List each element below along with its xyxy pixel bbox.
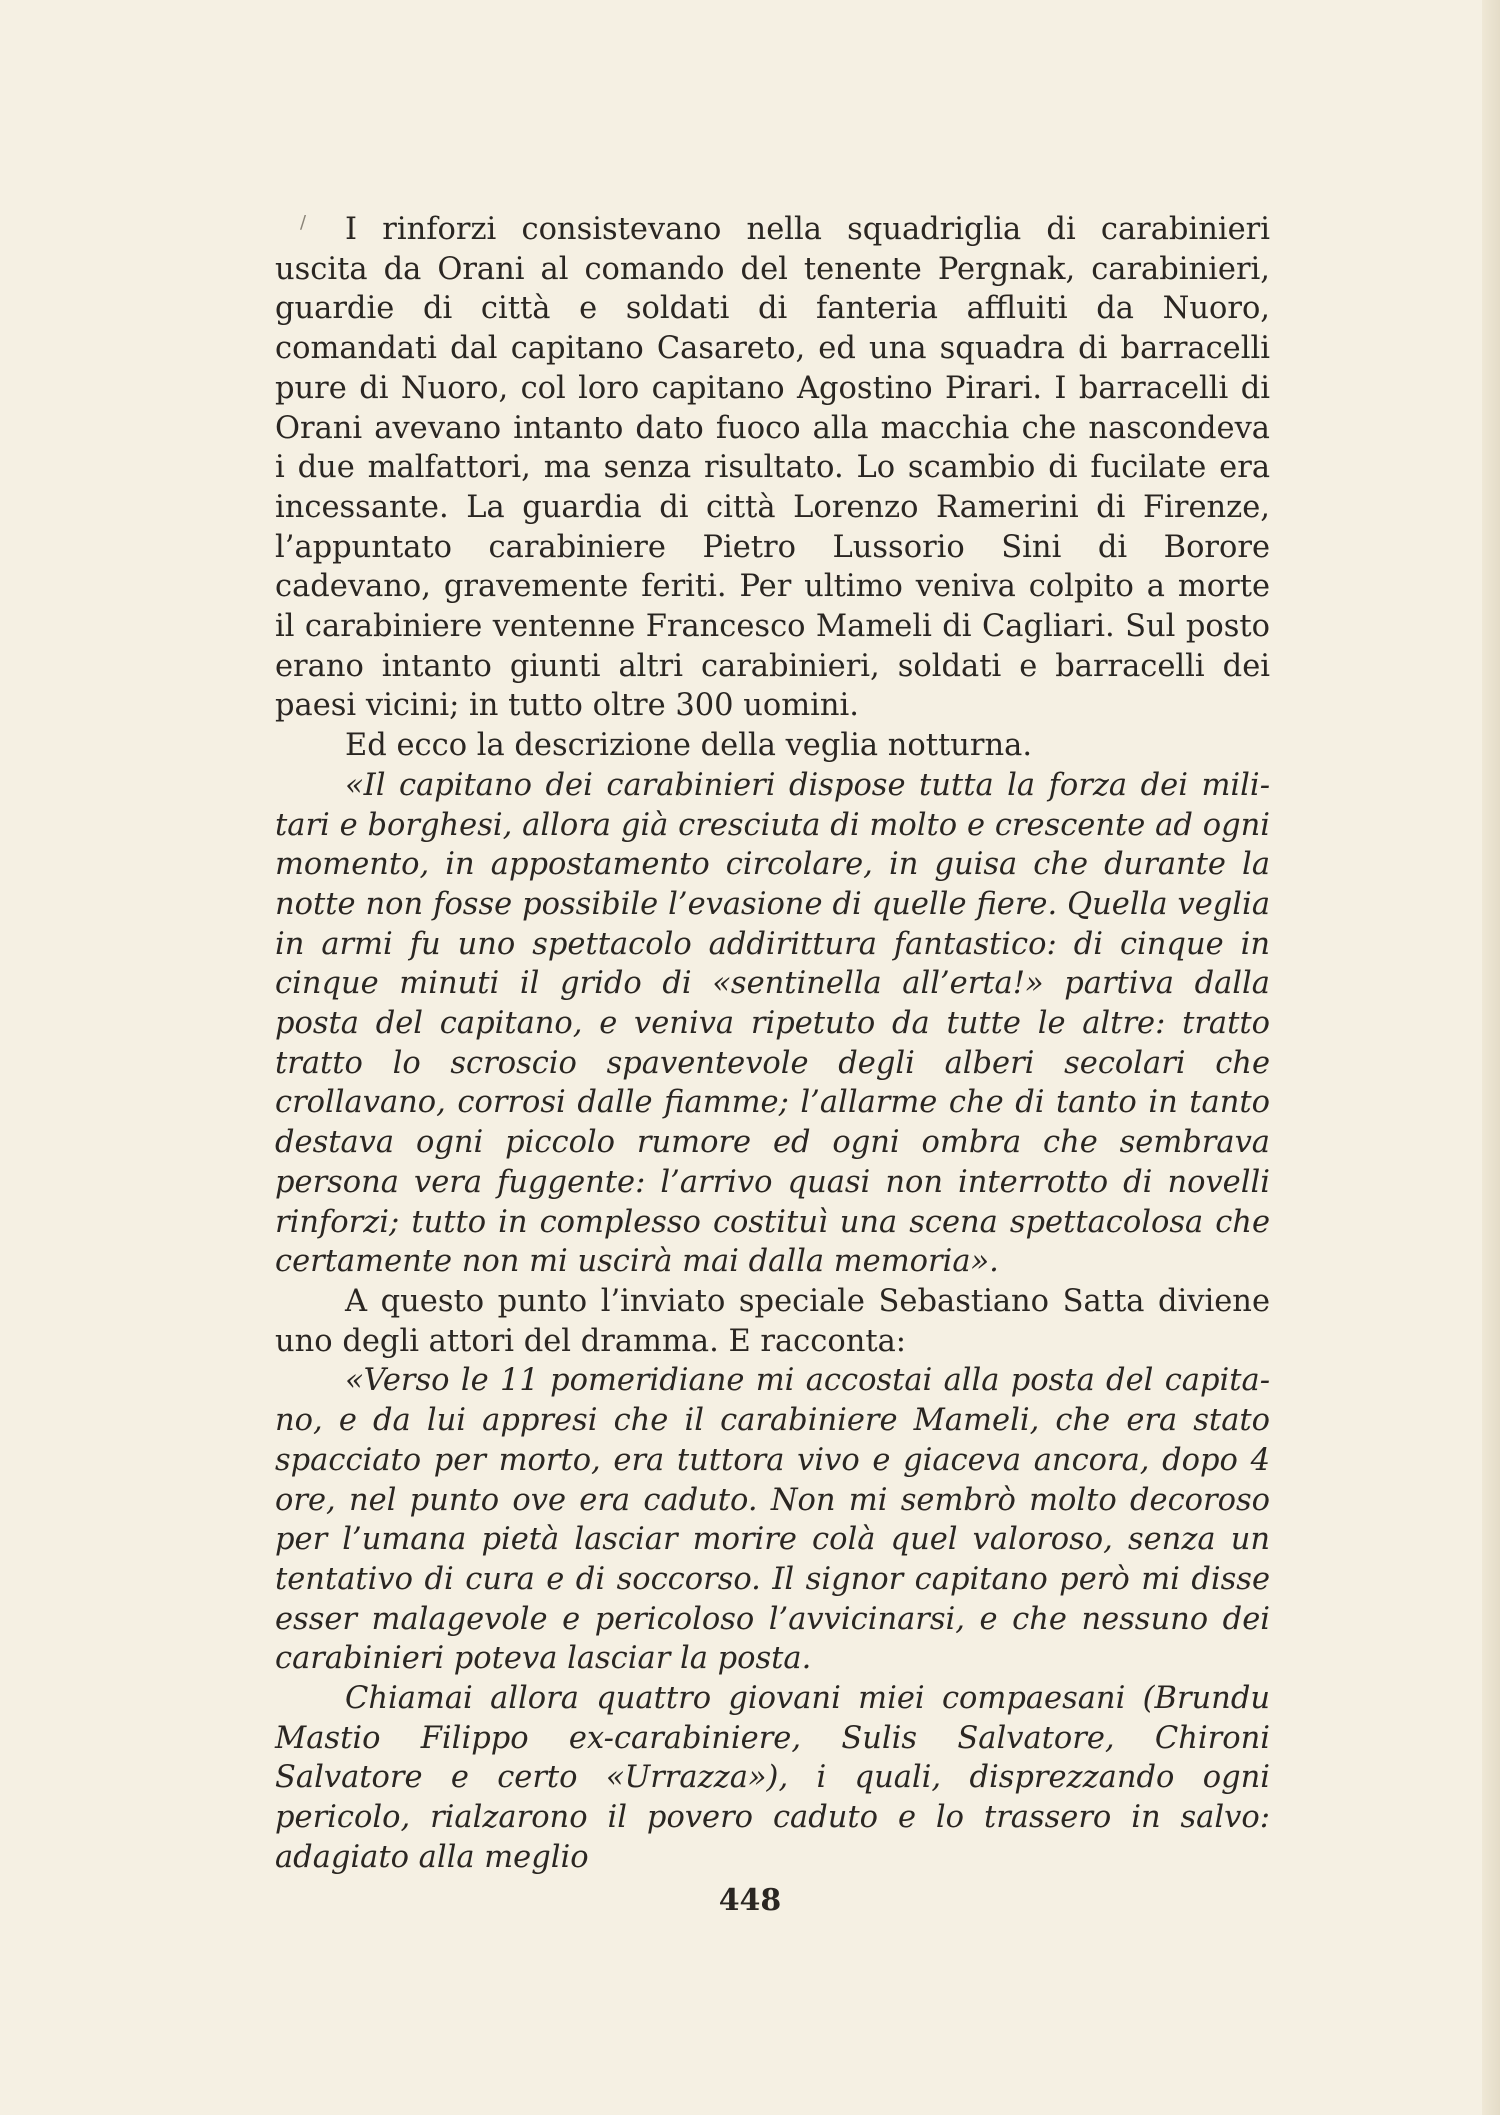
page-number: 448 xyxy=(718,1883,782,1918)
page-edge-shadow xyxy=(1482,0,1500,2115)
margin-pencil-mark: / xyxy=(300,212,307,233)
quote-satta-rescue: Chiamai allora quattro giovani miei compaesani (Brundu Mastio Filippo ex-carabiniere, Sulis Salvatore, Chironi Salvatore e certo «Urrazza»), i quali, disprezzando ogni pericolo, rialzarono il povero caduto e lo trassero in salvo: adagiato alla meglio xyxy=(275,1681,1270,1875)
quote-night-watch: «Il capitano dei carabinieri dispose tutta la forza dei militari e borghesi, allora già cresciuta di molto e crescente ad ogni momento, in appostamento circolare, in guisa che durante la notte non fosse possibile l’evasione di quelle fiere. Quella veglia in armi fu uno spettacolo addirittura fantastico: di cinque in cinque minuti il grido di «sentinella all’erta!» partiva dalla posta del capitano, e veniva ripetuto da tutte le altre: tratto tratto lo scroscio spaventevole degli alberi secolari che crollavano, corrosi dalle fiamme; l’allarme che di tanto in tanto destava ogni piccolo rumore ed ogni ombra che sembrava persona vera fuggente: l’arrivo quasi non interrotto di novelli rinforzi; tutto in complesso costituì una scena spettacolosa che certamente non mi uscirà mai dalla memoria». xyxy=(275,767,1270,1280)
quote-satta-account: «Verso le 11 pomeridiane mi accostai alla posta del capitano, e da lui appresi che il carabiniere Mameli, che era stato spacciato per morto, era tuttora vivo e giaceva ancora, dopo 4 ore, nel punto ove era caduto. Non mi sembrò molto decoroso per l’umana pietà lasciar morire colà quel valoroso, senza un tentativo di cura e di soccorso. Il signor capitano però mi disse esser malagevole e pericoloso l’avvicinarsi, e che nessuno dei carabinieri poteva lasciar la posta. xyxy=(275,1363,1270,1677)
paragraph-reinforcements: I rinforzi consistevano nella squadriglia di carabinieri uscita da Orani al comando del tenente Pergnak, carabinieri, guardie di città e soldati di fanteria affluiti da Nuoro, comandati dal capitano Casareto, ed una squadra di barracelli pure di Nuoro, col loro capitano Agostino Pirari. I barracelli di Orani avevano intanto dato fuoco alla macchia che nascondeva i due malfattori, ma senza risultato. Lo scambio di fucilate era incessante. La guardia di città Lorenzo Ramerini di Firenze, l’appuntato carabiniere Pietro Lussorio Sini di Borore cadevano, gravemente feriti. Per ultimo veniva colpito a morte il carabiniere ventenne Francesco Mameli di Cagliari. Sul posto erano intanto giunti altri carabinieri, soldati e barracelli dei paesi vicini; in tutto oltre 300 uomini. xyxy=(275,212,1270,724)
body-text xyxy=(275,210,1270,1878)
paragraph-night-watch-intro: Ed ecco la descrizione della veglia notturna. xyxy=(345,728,1033,764)
paragraph-satta-intro: A questo punto l’inviato speciale Sebastiano Satta diviene uno degli attori del dramma. E racconta: xyxy=(275,1283,1270,1359)
